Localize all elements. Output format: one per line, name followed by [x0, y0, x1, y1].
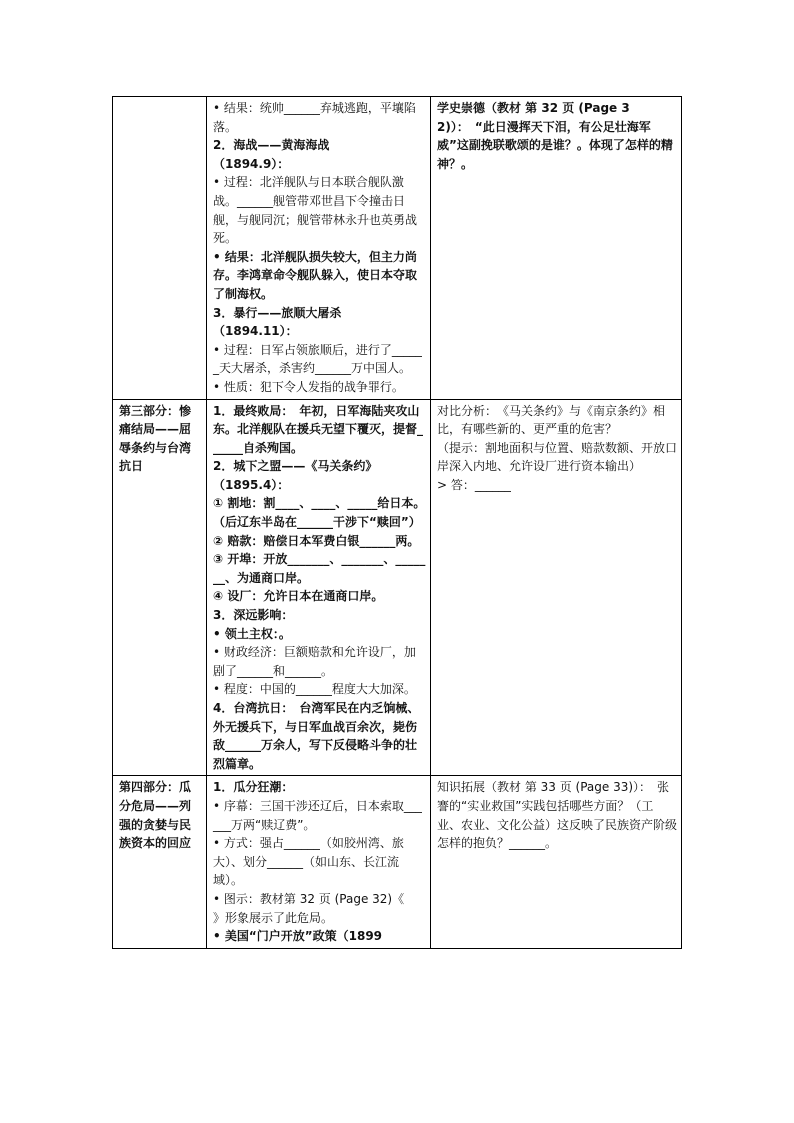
table-body [113, 97, 682, 949]
content-line: • 性质：犯下令人发指的战争罪行。 [213, 379, 404, 394]
content-line: • 结果：北洋舰队损失较大，但主力尚存。李鸿章命令舰队躲入，使日本夺取了制海权。 [213, 249, 418, 301]
activity-line: （提示：割地面积与位置、赔款数额、开放口岸深入内地、允许设厂进行资本输出） [437, 440, 678, 474]
content-line: 2．海战——黄海海战 [213, 138, 330, 153]
content-line: （1894.9）： [213, 156, 290, 171]
content-line: ③ 开埠：开放_______、_______、_______、为通商口岸。 [213, 552, 426, 585]
table-row [113, 776, 682, 948]
content-line: ② 赔款：赔偿日本军费白银______两。 [213, 533, 420, 548]
content-line: • 方式：强占______（如胶州湾、旅大）、划分______（如山东、长江流域）。 [213, 836, 404, 888]
content-cell [207, 399, 431, 776]
content-line: ④ 设厂：允许日本在通商口岸。 [213, 589, 384, 604]
content-line: • 过程：北洋舰队与日本联合舰队激战。______舰管带邓世昌下令撞击日舰，与舰同沉；舰管带林永升也英勇战死。 [213, 175, 418, 246]
content-line: 2．城下之盟——《马关条约》 [213, 459, 378, 474]
content-cell [207, 776, 453, 948]
activity-line: > 答：______ [437, 477, 511, 492]
table-row [113, 399, 682, 776]
content-line: 3．暴行——旅顺大屠杀 [213, 305, 342, 320]
content-line: • 结果：统帅______弃城逃跑，平壤陷落。 [213, 101, 416, 134]
section-title-cell: 第三部分：惨痛结局——屈辱条约与台湾抗日 [113, 399, 207, 776]
activity-line: 学史崇德（教材 第 32 页 (Page 32)）： “此日漫挥天下泪，有公足壮海军威”这副挽联歌颂的是谁？。体现了怎样的精神？。 [437, 101, 673, 171]
activity-line: 知识拓展（教材 第 33 页 (Page 33)）： 张謇的“实业救国”实践包括哪些方面？（工业、农业、文化公益）这反映了民族资产阶级怎样的抱负？______。 [437, 780, 678, 851]
activity-cell [431, 97, 682, 400]
table-row [113, 97, 682, 400]
content-line: （1894.11）： [213, 324, 298, 339]
activity-cell [431, 776, 682, 948]
content-line: 4．台湾抗日： 台湾军民在内乏饷械、外无援兵下，与日军血战百余次，毙伤敌______万余人，写下反侵略斗争的壮烈篇章。 [213, 701, 420, 771]
activity-line: 对比分析： 《马关条约》与《南京条约》相比，有哪些新的、更严重的危害？ [437, 403, 666, 437]
content-line: 1．瓜分狂潮： [213, 780, 294, 795]
content-cell [207, 97, 431, 400]
content-line: • 程度：中国的______程度大大加深。 [213, 682, 416, 697]
content-line: • 序幕：三国干涉还辽后，日本索取______万两“赎辽费”。 [213, 798, 422, 832]
lesson-plan-table [112, 96, 682, 949]
section-title-cell: 第四部分：瓜分危局——列强的贪婪与民族资本的回应 [113, 776, 207, 948]
content-line: • 美国“门户开放”政策（1899 [213, 929, 383, 944]
content-line: • 过程：日军占领旅顺后，进行了______天大屠杀，杀害约______万中国人。 [213, 342, 422, 376]
content-line: • 图示：教材第 32 页 (Page 32)《 》形象展示了此危局。 [213, 891, 453, 925]
content-line: • 财政经济：巨额赔款和允许设厂，加剧了______和______。 [213, 645, 416, 678]
content-line: • 领土主权：。 [213, 626, 291, 641]
section-title-cell [113, 97, 207, 400]
activity-cell [431, 399, 682, 776]
content-line: 1．最终败局： 年初，日军海陆夹攻山东。北洋舰队在援兵无望下覆灭，提督______自杀殉国。 [213, 403, 424, 455]
content-line: 3．深远影响： [213, 608, 294, 623]
content-line: （1895.4）： [213, 477, 290, 492]
content-line: ① 割地：割____、____、_____给日本。（后辽东半岛在______干涉下“赎回”） [213, 496, 426, 530]
